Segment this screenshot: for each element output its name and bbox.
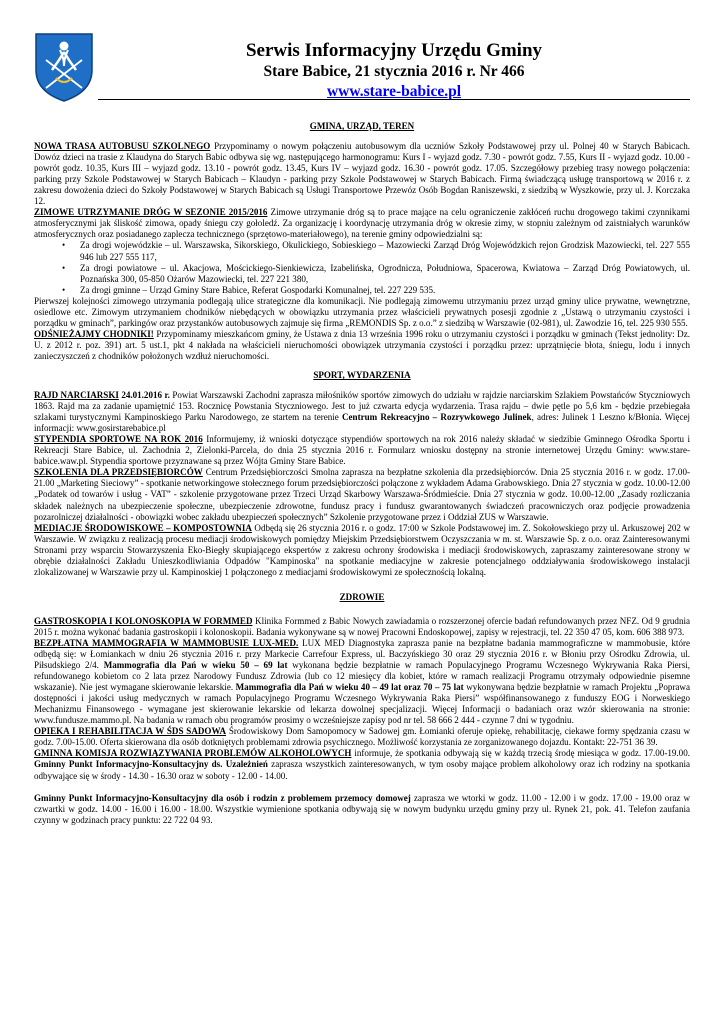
article-rajd: [34, 390, 690, 434]
article-title: GASTROSKOPIA I KOLONOSKOPIA W FORMMED: [34, 615, 253, 626]
article-highlight: Gminny Punkt Informacyjno-Konsultacyjny ds. Uzależnień: [34, 759, 268, 770]
article-text: Odbędą się 26 stycznia 2016 r. o godz. 17:00 w Szkole Podstawowej im. Z. Sokołowskiego przy ul. Arkuszowej 202 w Warszawie. W związku z realizacją procesu mediacji środowiskowych pomiędzy Miejskim Przedsiębiorstwem Oczyszczania w m. st. Warszawie Sp. z o.o. oraz Zainteresowanymi Stronami przy wsparciu Stowarzyszenia Eko-Biegły skupiającego ekspertów z zakresu ochrony środowiska i mediacji środowiskowych, zapraszamy zainteresowane strony w obrębie działalności Zakładu Unieszkodliwiania Odpadów "Kampinoska" na spotkanie mediacyjne w zakresie potencjalnego oddziaływania środowiskowego instalacji zlokalizowanej w Warszawie przy ul. Kampinoskiej 1 połączonego z mediacjami środowiskowymi ze społecznością lokalną.: [34, 522, 690, 577]
article-text: Informujemy, iż wnioski dotyczące stypendiów sportowych na rok 2016 należy składać w siedzibie Gminnego Ośrodka Sportu i Rekreacji Stare Babice, ul. Zachodnia 2, Zielonki-Parcela, do dnia 25 stycznia 2016 r. Formularz wniosku dostępny na stronie internetowej Urzędu Gminy: www.stare-babice.waw.pl. Stypendia sportowe przyznawane są przez Wójta Gminy Stare Babice.: [34, 434, 690, 467]
article-text: Przypominamy o nowym połączeniu autobusowym dla uczniów Szkoły Podstawowej przy ul. Polnej 40 w Starych Babicach. Dowóz dzieci na trasie z Klaudyna do Starych Babic odbywa się wg. następującego harmonogramu: Kurs I - wyjazd godz. 7.30 - powrót godz. 7.55, Kurs II - wyjazd godz. 10.00 - powrót godz. 10.35, Kurs III – wyjazd godz. 13.10 - powrót godz. 13.45, Kurs IV – wyjazd godz. 16.30 - powrót godz. 17.05. Szczegółowy przebieg trasy nowego połączenia: parking przy Szkole Podstawowej w Starych Babicach – Klaudyn - parking przy Szkole Podstawowej w Starych Babicach. Firmą świadczącą usługę transportową w 2016 r. z zakresu dowożenia dzieci do Szkoły Podstawowej w Starych Babicach są Usługi Transportowe Przewóz Osób Bogdan Raniszewski, z siedzibą w Wyszkowie, przy ul. J. Korczaka 12.: [34, 141, 691, 207]
newsletter-issue: Stare Babice, 21 stycznia 2016 r. Nr 466: [263, 63, 525, 80]
article-text: zaprasza we wtorki w godz. 11.00 - 12.00 i w godz. 17.00 - 19.00 oraz w czwartki w godz. 14.00 - 16.00 i 16.00 - 18.00. Wszystkie wymienione spotkania odbywają się w nowym budynku urzędu gminy przy ul. Rynek 21, pok. 41. Telefon zaufania czynny w godzinach pracy punktu: 22 722 04 93.: [34, 792, 690, 825]
article-gastro: [34, 616, 690, 638]
section-heading-gmina: GMINA, URZĄD, TEREN: [309, 121, 415, 131]
website-link[interactable]: www.stare-babice.pl: [326, 83, 462, 100]
article-zima: [34, 207, 690, 240]
article-title: RAJD NARCIARSKI: [34, 390, 119, 401]
article-title: OPIEKA I REHABILITACJA W ŚDS SADOWA: [34, 726, 227, 737]
article-text: Centrum Przedsiębiorczości Smolna zaprasza na bezpłatne szkolenia dla przedsiębiorców. Dnia 25 stycznia 2016 r. w godz. 17.00-21.00 „Marketing Sieciowy” - spotkanie networkingowe stołecznego forum przedsiębiorczości połączone z wykładem Adama Grabowskiego. Dnia 27 stycznia w godz. 10.00-12.00 „Podatek od towarów i usług - VAT” - szkolenie przygotowane przez Trzeci Urząd Skarbowy Warszawa-Śródmieście. Dnia 27 stycznia w godz. 10.00-12.00 „Zasady rozliczania składek należnych na ubezpieczenie społeczne, ubezpieczenie zdrowotne, fundusz pracy i fundusz gwarantowanych świadczeń pracowniczych oraz podjęcie prowadzenia pozarolniczej działalności - obowiązki wobec zakładu ubezpieczeń społecznych” Szkolenie przygotowane przez i Oddział ZUS w Warszawie.: [34, 467, 690, 522]
article-mediacje: [34, 523, 690, 578]
article-text: wykonywana będzie bezpłatnie w ramach Projektu „Poprawa dostępności i jakości usług medycznych w ramach Populacyjnego Programu Wczesnego Wykrywania Raka Piersi” współfinansowanego z funduszy EOG i Norweskiego Mechanizmu Finansowego - wymagane jest skierowanie lekarskie od lekarza dowolnej specjalizacji. Więcej Informacji o badaniach oraz wzór skierowania na stronie: www.fundusze.mammo.pl. Na badania w ramach obu programów prosimy o wcześniejsze zapisy pod nr tel. 58 666 2 444 - czynne 7 dni w tygodniu.: [34, 682, 690, 726]
newsletter-content: [34, 113, 690, 826]
article-text: Klinika Formmed z Babic Nowych zawiadamia o rozszerzonej ofercie badań refundowanych przez NFZ. Od 9 grudnia 2015 r. można wykonać badania gastroskopii i kolonoskopii. Badania wykonywane są w nowej Pracowni Endoskopowej, zapisy w rejestracji, tel. 22 350 47 05, kom. 606 388 973.: [34, 615, 690, 637]
article-title: STYPENDIA SPORTOWE NA ROK 2016: [34, 434, 203, 445]
article-text: Środowiskowy Dom Samopomocy w Sadowej gm. Łomianki oferuje opiekę, rehabilitację, ciekawe formy spędzania czasu w godz. 7.00-15.00. Oferta skierowana dla osób dotkniętych problemami zdrowia psychicznego. Możliwość korzystania ze zorganizowanego dojazdu. Kontakt: 22-751 36 39.: [34, 726, 690, 748]
article-text: , adres: Julinek 1 Leszno k/Błonia. Więcej informacji: www.gosirstarebabice.pl: [34, 412, 690, 434]
article-chodniki: [34, 329, 690, 362]
article-highlight: Gminny Punkt Informacyjno-Konsultacyjny dla osób i rodzin z problemem przemocy domowej: [34, 792, 411, 803]
article-text: Zimowe utrzymanie dróg są to prace mające na celu ograniczenie zakłóceń ruchu drogowego takimi czynnikami atmosferycznymi jak śliskość zimowa, opady śniegu czy gołoledź. Za organizację i koordynację utrzymania dróg w okresie zimy, w stopniu zależnym od zaistniałych warunków atmosferycznych oraz posiadanego zaplecza technicznego (sprzętowo-materiałowego), na terenie gminy odpowiedzialni są:: [34, 207, 691, 240]
article-title: ODŚNIEŻAJMY CHODNIKI!: [34, 328, 154, 339]
article-title: NOWA TRASA AUTOBUSU SZKOLNEGO: [34, 141, 211, 152]
article-punkt: [34, 793, 690, 826]
article-title: BEZPŁATNA MAMMOGRAFIA W MAMMOBUSIE LUX-MED.: [34, 637, 299, 648]
article-text: wykonana będzie bezpłatnie w ramach Populacyjnego Programu Wczesnego Wykrywania Raka Piersi, refundowanego kobietom co 2 lata przez Narodowy Fundusz Zdrowia (lub co 12 miesięcy dla kobiet, które w ramach realizacji Programu otrzymały odpowiednie pisemne wskazanie). Nie jest wymagane skierowanie lekarskie.: [34, 660, 690, 693]
section-heading-sport: SPORT, WYDARZENIA: [313, 369, 411, 380]
article-mammo: [34, 638, 690, 726]
article-highlight: Mammografia dla Pań w wieku 40 – 49 lat oraz 70 – 75 lat: [235, 682, 464, 693]
spacer: [34, 782, 690, 793]
article-autobus: [34, 141, 690, 207]
article-szkolenia: [34, 467, 690, 522]
list-item: • Za drogi powiatowe – ul. Akacjowa, Mościckiego-Sienkiewicza, Izabelińska, Ogrodnicza, Południowa, Spacerowa, Kwiatowa – Zarząd Dróg Powiatowych, ul. Poznańska 300, 05-850 Ożarów Mazowiecki, tel. 227 221 380,: [80, 263, 690, 285]
article-title: GMINNA KOMISJA ROZWIĄZYWANIA PROBLEMÓW ALKOHOLOWYCH: [34, 748, 352, 759]
newsletter-header: [98, 35, 690, 100]
article-text: Powiat Warszawski Zachodni zaprasza miłośników sportów zimowych do udziału w rajdzie narciarskim Szlakiem Powstańców Styczniowych 1863. Rajd ma za zadanie upamiętnić 153. Rocznicę Powstania Styczniowego. Jest to już czwarta edycja wydarzenia. Trasa rajdu – dwie pętle po 5,6 km - będzie przebiegała szlakami turystycznymi Kampinoskiego Parku Narodowego, ze startem na terenie: [34, 390, 690, 423]
article-text: zaprasza wszystkich zainteresowanych, w tym osoby mające problem alkoholowy oraz ich rodziny na spotkania odbywające się w środy - 14.30 - 16.30 oraz w soboty - 12.00 - 14.00.: [34, 759, 690, 781]
article-text: LUX MED Diagnostyka zaprasza panie na bezpłatne badania mammograficzne w mammobusie, które odbędą się: w Łomiankach w dniu 26 stycznia 2016 r. przy Markecie Carrefour Express, ul. Baczyńskiego 30 oraz 29 stycznia 2016 r. w Błoniu przy Ośrodku Zdrowia, ul. Piłsudskiego 2/4.: [34, 637, 690, 671]
article-date: 24.01.2016 r.: [118, 390, 170, 401]
article-text: Przypominamy mieszkańcom gminy, że Ustawa z dnia 13 września 1996 roku o utrzymaniu czystości i porządku w gminach (Tekst jednolity: Dz. U. z 2012 r. poz. 391) art. 5 ust.1, pkt 4 nakłada na właścicieli nieruchomości obowiązek utrzymania czystości i porządku przez: uprzątnięcie błota, śniegu, lodu i innych zanieczyszczeń z chodników położonych wzdłuż nieruchomości.: [34, 328, 690, 361]
section-heading-zdrowie: ZDROWIE: [339, 591, 385, 602]
newsletter-title: Serwis Informacyjny Urzędu Gminy: [245, 40, 543, 61]
article-opieka: [34, 726, 690, 748]
article-text: informuje, że spotkania odbywają się w każdą trzecią środę miesiąca w godz. 17.00-19.00.: [351, 748, 690, 759]
gmina-crest-icon: [34, 32, 94, 102]
article-text: Pierwszej kolejności zimowego utrzymania podlegają ulice strategiczne dla komunikacji. Nie podlegają zimowemu utrzymaniu przez urząd gminy ulice prywatne, wewnętrzne, osiedlowe etc. Zimowym utrzymaniem chodników niebędących w obowiązku utrzymania przez właścicieli prywatnych posesji zgodnie z „Ustawą o utrzymaniu czystości i porządku w gminach”, parkingów oraz przystanków autobusowych zajmuje się firma „REMONDIS Sp. z o.o.” z siedzibą w Warszawie (02-981), ul. Zawodzie 16, tel. 225 930 555.: [34, 295, 690, 328]
list-item: • Za drogi gminne – Urząd Gminy Stare Babice, Referat Gospodarki Komunalnej, tel. 227 229 535.: [80, 285, 690, 296]
list-item: • Za drogi wojewódzkie – ul. Warszawska, Sikorskiego, Okulickiego, Sobieskiego – Mazowiecki Zarząd Dróg Wojewódzkich rejon Grodzisk Mazowiecki, tel. 227 555 946 lub 227 555 117,: [80, 240, 690, 262]
article-place: Centrum Rekreacyjno – Rozrywkowego Julinek: [342, 412, 532, 423]
road-responsibility-list: [34, 240, 690, 295]
article-komisja: [34, 748, 690, 781]
article-title: MEDIACJE ŚRODOWISKOWE – KOMPOSTOWNIA: [34, 522, 252, 533]
article-title: SZKOLENIA DLA PRZEDSIĘBIORCÓW: [34, 467, 203, 478]
article-stypendia: [34, 434, 690, 467]
article-highlight: Mammografia dla Pań w wieku 50 – 69 lat: [103, 660, 288, 671]
article-title: ZIMOWE UTRZYMANIE DRÓG W SEZONIE 2015/2016: [34, 207, 268, 218]
